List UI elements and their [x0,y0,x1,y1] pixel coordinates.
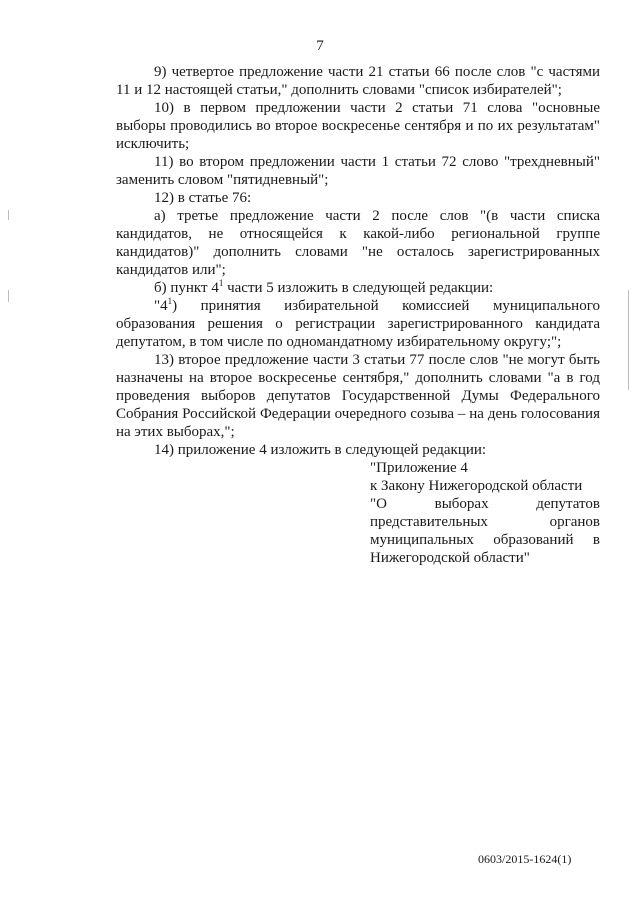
item-b-prefix: б) пункт 4 [154,280,219,296]
item-b-suffix: части 5 изложить в следующей редакции: [223,280,494,296]
page-number: 7 [316,38,324,54]
appendix-line: "Приложение 4 [370,460,468,476]
appendix-line: муниципальных образований в [370,532,600,548]
scan-edge-right [628,290,629,390]
paragraph-item-12: 12) в статье 76: [154,190,252,206]
appendix-header [370,459,600,567]
scan-edge-left [8,290,9,302]
paragraph-item-14: 14) приложение 4 изложить в следующей редакции: [154,442,487,458]
item-b-sup: 1 [218,278,224,288]
paragraph-item-12b-quote [116,297,600,351]
quote-prefix: "4 [154,298,168,314]
paragraph-item-12b [116,279,600,297]
appendix-line: "О выборах депутатов [370,496,600,512]
paragraph-item-12a: а) третье предложение части 2 после слов "(в части списка кандидатов, не относящейся к какой-либо региональной группе кандидатов)" дополнить словами "не осталось зарегистрированных кандидатов или"; [116,208,600,278]
paragraph-item-10: 10) в первом предложении части 2 статьи 71 слова "основные выборы проводились во второе воскресенье сентября и по их результатам" исключить; [116,100,600,152]
document-body [116,63,600,567]
document-code: 0603/2015-1624(1) [478,852,572,866]
appendix-line: представительных органов [370,514,600,530]
quote-suffix: ) принятия избирательной комиссией муниципального образования решения о регистрации зарегистрированного кандидата депутатом, в том числе по одномандатному избирательному округу;"; [116,298,600,350]
paragraph-item-13: 13) второе предложение части 3 статьи 77 после слов "не могут быть назначены на второе воскресенье сентября," дополнить словами "а в год проведения выборов депутатов Государственной Думы Федерального Собрания Российской Федерации очередного созыва – на день голосования на этих выборах,"; [116,352,600,440]
scan-edge-left [8,210,9,220]
quote-sup: 1 [167,296,173,306]
paragraph-item-9: 9) четвертое предложение части 21 статьи 66 после слов "с частями 11 и 12 настоящей статьи," дополнить словами "список избирателей"; [116,64,600,98]
appendix-line: к Закону Нижегородской области [370,478,583,494]
appendix-line: Нижегородской области" [370,550,530,566]
paragraph-item-11: 11) во втором предложении части 1 статьи 72 слово "трехдневный" заменить словом "пятидневный"; [116,154,600,188]
